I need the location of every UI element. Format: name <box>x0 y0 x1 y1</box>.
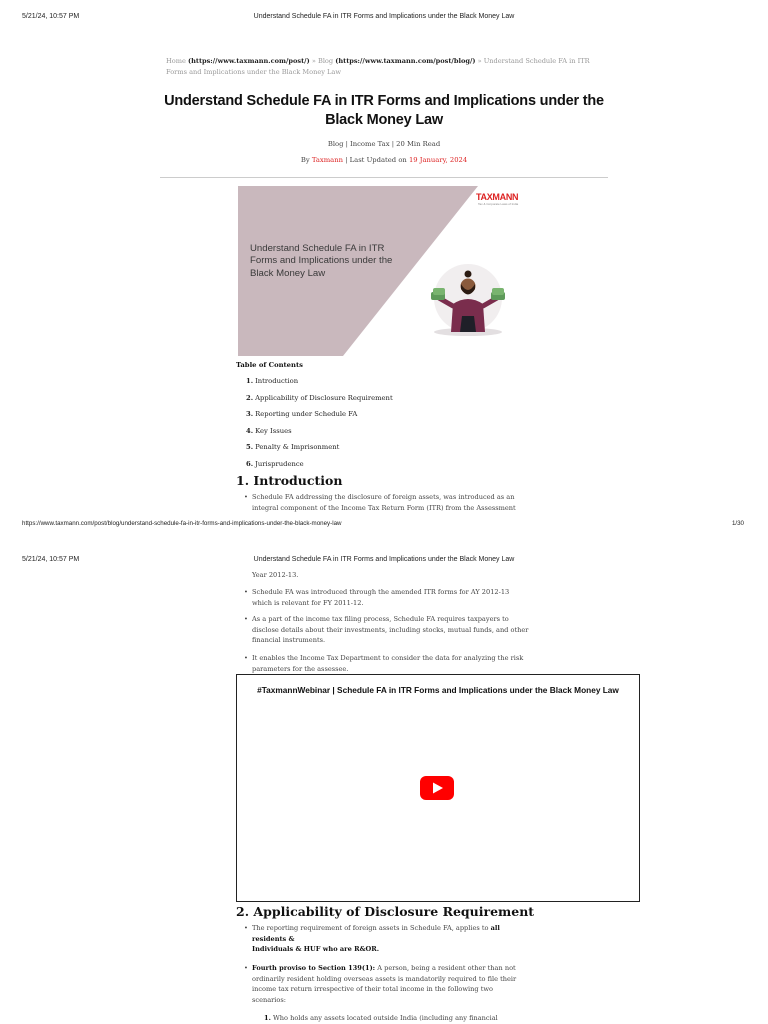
list-item: • Schedule FA was introduced through the amended ITR forms for AY 2012-13 which is relevant for FY 2011-12. <box>244 588 510 607</box>
breadcrumb-blog-url: (https://www.taxmann.com/post/blog/) <box>335 57 476 65</box>
table-of-contents <box>246 377 393 476</box>
breadcrumb-home[interactable]: Home <box>166 57 186 65</box>
breadcrumb-current: Understand Schedule FA in ITR Forms and Implications under the Black Money Law <box>166 57 590 76</box>
section-heading: 1. Introduction <box>236 473 343 488</box>
toc-item[interactable]: 2. Applicability of Disclosure Requirement <box>246 393 393 402</box>
print-title: Understand Schedule FA in ITR Forms and Implications under the Black Money Law <box>253 13 515 20</box>
toc-item[interactable]: 1. Introduction <box>246 377 299 385</box>
bullet-icon: • <box>244 654 248 662</box>
author-link[interactable]: Taxmann <box>311 156 343 164</box>
by-label: By <box>300 156 310 164</box>
brand-logo: TAXMANN <box>476 192 519 202</box>
print-page-number: 1/30 <box>731 520 744 527</box>
brand-tagline: Tax & Corporate Laws of India <box>478 202 519 206</box>
bullet-icon: • <box>244 924 248 932</box>
print-datetime: 5/21/24, 10:57 PM <box>22 556 80 563</box>
print-datetime: 5/21/24, 10:57 PM <box>22 13 80 20</box>
hero-image <box>238 186 528 356</box>
bullet-icon: • <box>244 588 248 596</box>
toc-item[interactable]: 3. Reporting under Schedule FA <box>246 410 358 418</box>
article-meta: Blog | Income Tax | 20 Min Read <box>327 140 441 148</box>
hero-caption: Understand Schedule FA in ITR Forms and Implications under the Black Money Law <box>250 243 393 279</box>
breadcrumb-blog[interactable]: Blog <box>317 57 334 65</box>
list-item: • As a part of the income tax filing process, Schedule FA requires taxpayers to disclose details about their investments, including stocks, mutual funds, and other financial instruments. <box>244 615 529 645</box>
sub-list-item: 1. Who holds any assets located outside India (including any financial <box>264 1014 498 1022</box>
breadcrumb-home-url: (https://www.taxmann.com/post/) <box>187 57 310 65</box>
list-item: • Fourth proviso to Section 139(1): A person, being a resident other than not ordinarily resident holding overseas assets is mandatorily required to file their income tax return irrespective of their total income in the following two scenarios: <box>244 964 517 1005</box>
print-url: https://www.taxmann.com/post/blog/understand-schedule-fa-in-itr-forms-and-implications-under-the-black-money-law <box>22 520 342 527</box>
print-footer <box>0 520 768 534</box>
bullet-icon: • <box>244 964 248 972</box>
toc-item[interactable]: 5. Penalty & Imprisonment <box>246 443 340 451</box>
breadcrumb <box>166 56 606 78</box>
updated-label: | Last Updated on <box>345 156 407 164</box>
list-item: • The reporting requirement of foreign assets in Schedule FA, applies to all residents & Individuals & HUF who are R&OR. <box>244 924 500 954</box>
toc-title: Table of Contents <box>236 361 303 369</box>
toc-item[interactable]: 4. Key Issues <box>246 426 292 435</box>
video-embed[interactable] <box>236 674 640 902</box>
video-title[interactable]: #TaxmannWebinar | Schedule FA in ITR Forms and Implications under the Black Money Law <box>257 685 619 695</box>
list-item: • It enables the Income Tax Department to consider the data for analyzing the risk parameters for the assessee. <box>244 654 524 673</box>
divider <box>160 177 608 178</box>
bullet-icon: • <box>244 615 248 623</box>
youtube-play-icon[interactable] <box>420 776 454 800</box>
toc-item[interactable]: 6. Jurisprudence <box>246 459 304 468</box>
print-title: Understand Schedule FA in ITR Forms and Implications under the Black Money Law <box>253 556 515 563</box>
list-item: • Schedule FA addressing the disclosure of foreign assets, was introduced as an integral component of the Income Tax Return Form (ITR) from the Assessment <box>244 493 516 512</box>
byline <box>158 156 610 164</box>
breadcrumb-separator: » <box>477 57 482 65</box>
page-title: Understand Schedule FA in ITR Forms and Implications under the Black Money Law <box>164 93 604 128</box>
section-heading: 2. Applicability of Disclosure Requirement <box>236 904 535 919</box>
print-header <box>0 13 768 29</box>
list-item-continued: Year 2012-13. <box>252 571 299 579</box>
updated-date: 19 January, 2024 <box>408 156 468 164</box>
bullet-icon: • <box>244 493 248 501</box>
breadcrumb-separator: » <box>311 57 316 65</box>
